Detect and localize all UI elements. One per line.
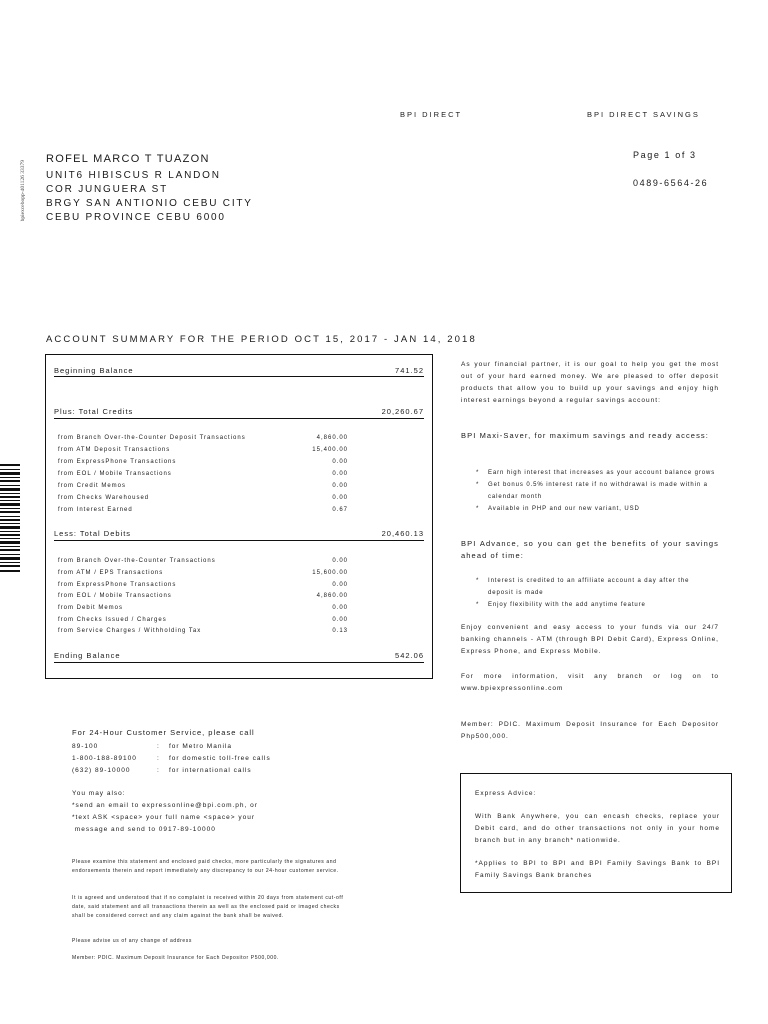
fineprint-address: Please advise us of any change of address — [72, 938, 192, 944]
credit-item-value: 0.00 — [332, 483, 348, 489]
total-debits-value: 20,460.13 — [381, 529, 424, 538]
beginning-balance-row — [54, 366, 424, 375]
debit-item-row — [58, 558, 348, 564]
hotline-row: 1-800-188-89100 : for domestic toll-free calls — [72, 755, 271, 762]
hotline-desc: for Metro Manila — [169, 743, 232, 750]
pdic-text: Member: PDIC. Maximum Deposit Insurance for Each Depositor Php500,000. — [461, 721, 719, 740]
channels-text: Enjoy convenient and easy access to your funds via our 24/7 banking channels - ATM (through BPI Debit Card), Express Online, Express Phone, and Express Mobile. — [461, 624, 719, 655]
hotline-row: (632) 89-10000 : for international calls — [72, 767, 252, 774]
debit-item-row — [58, 570, 348, 576]
total-credits-row — [54, 407, 424, 416]
credit-item-value: 0.67 — [332, 507, 348, 513]
debit-item-value: 0.00 — [332, 582, 348, 588]
bullet-item: * Enjoy flexibility with the add anytime feature — [476, 599, 716, 611]
debit-item-value: 0.00 — [332, 558, 348, 564]
ending-balance-label: Ending Balance — [54, 651, 121, 660]
divider — [54, 376, 424, 377]
maxisaver-bullets — [476, 467, 716, 515]
total-credits-label: Plus: Total Credits — [54, 407, 134, 416]
debit-item-row — [58, 593, 348, 599]
also-line: *text ASK <space> your full name <space> your — [72, 814, 256, 821]
credit-item-label: from Credit Memos — [58, 483, 127, 489]
express-advice-box — [460, 773, 732, 893]
debit-item-value: 0.00 — [332, 605, 348, 611]
debit-item-row — [58, 617, 348, 623]
info-text: For more information, visit any branch or log on to www.bpiexpressonline.com — [461, 673, 719, 692]
address-line-1: UNIT6 HIBISCUS R LANDON — [46, 170, 221, 181]
bullet-item: * Earn high interest that increases as your account balance grows — [476, 467, 716, 479]
fineprint-examine: Please examine this statement and enclosed paid checks, more particularly the signatures and endorsements therein and report immediately any discrepancy to our 24-hour customer service. — [72, 859, 339, 874]
maxisaver-title: BPI Maxi-Saver, for maximum savings and ready access: — [461, 431, 709, 440]
debit-item-value: 0.00 — [332, 617, 348, 623]
address-line-3: BRGY SAN ANTIONIO CEBU CITY — [46, 198, 253, 209]
credit-item-row — [58, 435, 348, 441]
fineprint-pdic: Member: PDIC. Maximum Deposit Insurance for Each Depositor P500,000. — [72, 955, 279, 961]
bullet-item: * Available in PHP and our new variant, USD — [476, 503, 716, 515]
advance-bullets — [476, 575, 716, 611]
total-debits-row — [54, 529, 424, 538]
debit-item-label: from Debit Memos — [58, 605, 124, 611]
customer-name: ROFEL MARCO T TUAZON — [46, 153, 210, 165]
debit-item-value: 0.13 — [332, 628, 348, 634]
service-title: For 24-Hour Customer Service, please call — [72, 728, 255, 737]
account-number: 0489-6564-26 — [633, 178, 709, 188]
divider — [54, 540, 424, 541]
advice-note: *Applies to BPI to BPI and BPI Family Savings Bank to BPI Family Savings Bank branches — [475, 860, 720, 879]
debit-item-label: from Checks Issued / Charges — [58, 617, 167, 623]
divider — [54, 662, 424, 663]
period-title: ACCOUNT SUMMARY FOR THE PERIOD OCT 15, 2017 - JAN 14, 2018 — [46, 334, 477, 345]
credit-item-value: 0.00 — [332, 471, 348, 477]
credit-item-row — [58, 471, 348, 477]
credit-item-value: 0.00 — [332, 459, 348, 465]
barcode-graphic — [0, 464, 20, 574]
debit-item-value: 4,860.00 — [316, 593, 348, 599]
promo-intro: As your financial partner, it is our goal to help you get the most out of your hard earned money. We are pleased to offer deposit products that allow you to build up your savings and enjoy high interest earnings beyond a regular savings account: — [461, 361, 719, 404]
side-code: bpiexcebopp-401126 33379 — [20, 160, 26, 222]
beginning-balance-label: Beginning Balance — [54, 366, 134, 375]
hotline-number: (632) 89-10000 — [72, 767, 131, 774]
address-line-4: CEBU PROVINCE CEBU 6000 — [46, 212, 226, 223]
debit-item-row — [58, 628, 348, 634]
divider — [54, 418, 424, 419]
credit-item-label: from Branch Over-the-Counter Deposit Transactions — [58, 435, 246, 441]
bullet-item: * Get bonus 0.5% interest rate if no withdrawal is made within a calendar month — [476, 479, 716, 503]
total-debits-label: Less: Total Debits — [54, 529, 132, 538]
debit-item-row — [58, 582, 348, 588]
debit-item-value: 15,600.00 — [312, 570, 348, 576]
bank-label: BPI DIRECT — [400, 110, 463, 119]
also-title: You may also: — [72, 790, 126, 797]
advance-title: BPI Advance, so you can get the benefits of your savings ahead of time: — [461, 539, 719, 560]
hotline-desc: for international calls — [169, 767, 252, 774]
credit-item-row — [58, 495, 348, 501]
fineprint-agreement: It is agreed and understood that if no complaint is received within 20 days from statement cut-off date, said statement and all transactions therein as well as the enclosed paid or imaged checks shall be considered correct and any claim against the bank shall be waived. — [72, 895, 344, 919]
advice-body: With Bank Anywhere, you can encash checks, replace your Debit card, and do other transactions not only in your home branch but in any branch* nationwide. — [475, 813, 720, 844]
credit-item-label: from ATM Deposit Transactions — [58, 447, 171, 453]
credit-item-row — [58, 483, 348, 489]
credit-item-value: 15,400.00 — [312, 447, 348, 453]
hotline-desc: for domestic toll-free calls — [169, 755, 271, 762]
product-label: BPI DIRECT SAVINGS — [587, 110, 700, 119]
total-credits-value: 20,260.67 — [381, 407, 424, 416]
hotline-number: 89-100 — [72, 743, 99, 750]
credit-item-label: from EOL / Mobile Transactions — [58, 471, 172, 477]
address-line-2: COR JUNGUERA ST — [46, 184, 169, 195]
ending-balance-value: 542.06 — [395, 651, 424, 660]
credit-item-label: from Checks Warehoused — [58, 495, 150, 501]
hotline-row: 89-100 : for Metro Manila — [72, 743, 232, 750]
ending-balance-row — [54, 651, 424, 660]
debit-item-row — [58, 605, 348, 611]
also-line: *send an email to expressonline@bpi.com.ph, or — [72, 802, 258, 809]
hotline-number: 1-800-188-89100 — [72, 755, 137, 762]
credit-item-label: from ExpressPhone Transactions — [58, 459, 177, 465]
debit-item-label: from ATM / EPS Transactions — [58, 570, 164, 576]
account-summary-box — [45, 354, 433, 679]
credit-item-value: 4,860.00 — [316, 435, 348, 441]
barcode-icon — [0, 464, 20, 574]
debit-item-label: from Service Charges / Withholding Tax — [58, 628, 202, 634]
credit-item-row — [58, 507, 348, 513]
debit-item-label: from ExpressPhone Transactions — [58, 582, 177, 588]
bullet-item: * Interest is credited to an affiliate account a day after the deposit is made — [476, 575, 716, 599]
advice-title: Express Advice: — [475, 790, 537, 797]
page-number: Page 1 of 3 — [633, 150, 697, 160]
also-line: message and send to 0917-89-10000 — [72, 826, 216, 833]
credit-item-value: 0.00 — [332, 495, 348, 501]
debit-item-label: from Branch Over-the-Counter Transactions — [58, 558, 216, 564]
debit-item-label: from EOL / Mobile Transactions — [58, 593, 172, 599]
credit-item-label: from Interest Earned — [58, 507, 133, 513]
credit-item-row — [58, 447, 348, 453]
beginning-balance-value: 741.52 — [395, 366, 424, 375]
credit-item-row — [58, 459, 348, 465]
